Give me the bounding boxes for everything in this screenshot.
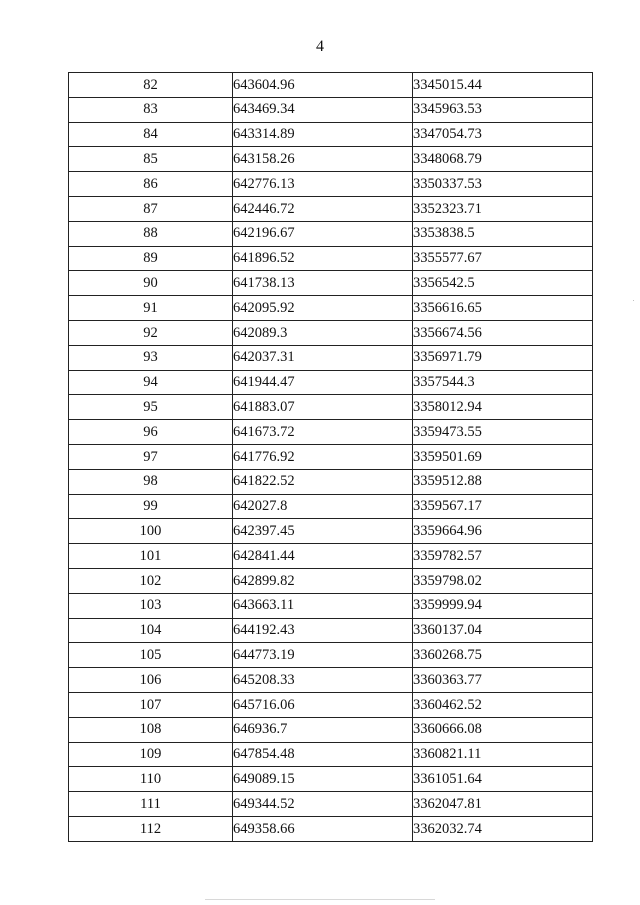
x-coordinate-cell: 646936.7 — [233, 717, 413, 742]
point-number-cell: 89 — [69, 246, 233, 271]
page-number: 4 — [316, 38, 324, 55]
table-row — [69, 444, 593, 469]
x-coordinate-cell: 642037.31 — [233, 345, 413, 370]
x-coordinate-cell: 642397.45 — [233, 519, 413, 544]
x-coordinate-cell: 647854.48 — [233, 742, 413, 767]
scan-artifact-dot — [633, 300, 634, 301]
y-coordinate-cell: 3356674.56 — [413, 320, 593, 345]
coordinates-table-body — [69, 73, 593, 842]
table-row — [69, 122, 593, 147]
y-coordinate-cell: 3359512.88 — [413, 469, 593, 494]
x-coordinate-cell: 641738.13 — [233, 271, 413, 296]
point-number-cell: 102 — [69, 568, 233, 593]
table-row — [69, 767, 593, 792]
x-coordinate-cell: 644192.43 — [233, 618, 413, 643]
y-coordinate-cell: 3360666.08 — [413, 717, 593, 742]
x-coordinate-cell: 642841.44 — [233, 544, 413, 569]
table-row — [69, 320, 593, 345]
x-coordinate-cell: 643314.89 — [233, 122, 413, 147]
table-row — [69, 717, 593, 742]
table-row — [69, 221, 593, 246]
x-coordinate-cell: 641673.72 — [233, 420, 413, 445]
y-coordinate-cell: 3356971.79 — [413, 345, 593, 370]
x-coordinate-cell: 641822.52 — [233, 469, 413, 494]
point-number-cell: 98 — [69, 469, 233, 494]
x-coordinate-cell: 649358.66 — [233, 816, 413, 841]
point-number-cell: 85 — [69, 147, 233, 172]
table-row — [69, 196, 593, 221]
x-coordinate-cell: 643663.11 — [233, 593, 413, 618]
y-coordinate-cell: 3355577.67 — [413, 246, 593, 271]
y-coordinate-cell: 3359999.94 — [413, 593, 593, 618]
table-row — [69, 593, 593, 618]
table-row — [69, 544, 593, 569]
table-row — [69, 73, 593, 98]
table-row — [69, 246, 593, 271]
y-coordinate-cell: 3348068.79 — [413, 147, 593, 172]
y-coordinate-cell: 3361051.64 — [413, 767, 593, 792]
x-coordinate-cell: 643604.96 — [233, 73, 413, 98]
table-row — [69, 494, 593, 519]
x-coordinate-cell: 642196.67 — [233, 221, 413, 246]
point-number-cell: 106 — [69, 668, 233, 693]
x-coordinate-cell: 645208.33 — [233, 668, 413, 693]
point-number-cell: 107 — [69, 692, 233, 717]
y-coordinate-cell: 3360137.04 — [413, 618, 593, 643]
x-coordinate-cell: 642446.72 — [233, 196, 413, 221]
point-number-cell: 94 — [69, 370, 233, 395]
x-coordinate-cell: 642027.8 — [233, 494, 413, 519]
point-number-cell: 101 — [69, 544, 233, 569]
y-coordinate-cell: 3360462.52 — [413, 692, 593, 717]
x-coordinate-cell: 643158.26 — [233, 147, 413, 172]
y-coordinate-cell: 3359501.69 — [413, 444, 593, 469]
y-coordinate-cell: 3359798.02 — [413, 568, 593, 593]
point-number-cell: 88 — [69, 221, 233, 246]
point-number-cell: 105 — [69, 643, 233, 668]
x-coordinate-cell: 642089.3 — [233, 320, 413, 345]
y-coordinate-cell: 3362047.81 — [413, 792, 593, 817]
y-coordinate-cell: 3345015.44 — [413, 73, 593, 98]
point-number-cell: 109 — [69, 742, 233, 767]
x-coordinate-cell: 641776.92 — [233, 444, 413, 469]
point-number-cell: 104 — [69, 618, 233, 643]
y-coordinate-cell: 3356616.65 — [413, 296, 593, 321]
point-number-cell: 84 — [69, 122, 233, 147]
point-number-cell: 99 — [69, 494, 233, 519]
table-row — [69, 420, 593, 445]
point-number-cell: 96 — [69, 420, 233, 445]
y-coordinate-cell: 3350337.53 — [413, 172, 593, 197]
point-number-cell: 90 — [69, 271, 233, 296]
x-coordinate-cell: 641883.07 — [233, 395, 413, 420]
table-row — [69, 816, 593, 841]
table-row — [69, 668, 593, 693]
table-row — [69, 792, 593, 817]
y-coordinate-cell: 3360363.77 — [413, 668, 593, 693]
table-row — [69, 345, 593, 370]
table-row — [69, 618, 593, 643]
y-coordinate-cell: 3359782.57 — [413, 544, 593, 569]
point-number-cell: 95 — [69, 395, 233, 420]
x-coordinate-cell: 642899.82 — [233, 568, 413, 593]
table-row — [69, 370, 593, 395]
table-row — [69, 469, 593, 494]
point-number-cell: 112 — [69, 816, 233, 841]
x-coordinate-cell: 645716.06 — [233, 692, 413, 717]
y-coordinate-cell: 3353838.5 — [413, 221, 593, 246]
coordinates-table — [68, 72, 593, 842]
table-row — [69, 395, 593, 420]
y-coordinate-cell: 3347054.73 — [413, 122, 593, 147]
x-coordinate-cell: 649089.15 — [233, 767, 413, 792]
x-coordinate-cell: 649344.52 — [233, 792, 413, 817]
x-coordinate-cell: 642776.13 — [233, 172, 413, 197]
y-coordinate-cell: 3359473.55 — [413, 420, 593, 445]
point-number-cell: 108 — [69, 717, 233, 742]
point-number-cell: 100 — [69, 519, 233, 544]
y-coordinate-cell: 3358012.94 — [413, 395, 593, 420]
x-coordinate-cell: 641944.47 — [233, 370, 413, 395]
table-row — [69, 147, 593, 172]
x-coordinate-cell: 641896.52 — [233, 246, 413, 271]
x-coordinate-cell: 644773.19 — [233, 643, 413, 668]
point-number-cell: 110 — [69, 767, 233, 792]
scan-artifact-line — [205, 899, 435, 900]
point-number-cell: 87 — [69, 196, 233, 221]
table-row — [69, 172, 593, 197]
table-row — [69, 97, 593, 122]
x-coordinate-cell: 643469.34 — [233, 97, 413, 122]
point-number-cell: 86 — [69, 172, 233, 197]
table-row — [69, 742, 593, 767]
y-coordinate-cell: 3360268.75 — [413, 643, 593, 668]
table-row — [69, 568, 593, 593]
table-row — [69, 519, 593, 544]
table-row — [69, 643, 593, 668]
table-row — [69, 692, 593, 717]
table-row — [69, 296, 593, 321]
y-coordinate-cell: 3359664.96 — [413, 519, 593, 544]
y-coordinate-cell: 3352323.71 — [413, 196, 593, 221]
table-row — [69, 271, 593, 296]
point-number-cell: 111 — [69, 792, 233, 817]
point-number-cell: 92 — [69, 320, 233, 345]
point-number-cell: 83 — [69, 97, 233, 122]
point-number-cell: 82 — [69, 73, 233, 98]
y-coordinate-cell: 3359567.17 — [413, 494, 593, 519]
point-number-cell: 97 — [69, 444, 233, 469]
point-number-cell: 91 — [69, 296, 233, 321]
y-coordinate-cell: 3362032.74 — [413, 816, 593, 841]
y-coordinate-cell: 3356542.5 — [413, 271, 593, 296]
y-coordinate-cell: 3345963.53 — [413, 97, 593, 122]
x-coordinate-cell: 642095.92 — [233, 296, 413, 321]
y-coordinate-cell: 3360821.11 — [413, 742, 593, 767]
point-number-cell: 103 — [69, 593, 233, 618]
y-coordinate-cell: 3357544.3 — [413, 370, 593, 395]
point-number-cell: 93 — [69, 345, 233, 370]
